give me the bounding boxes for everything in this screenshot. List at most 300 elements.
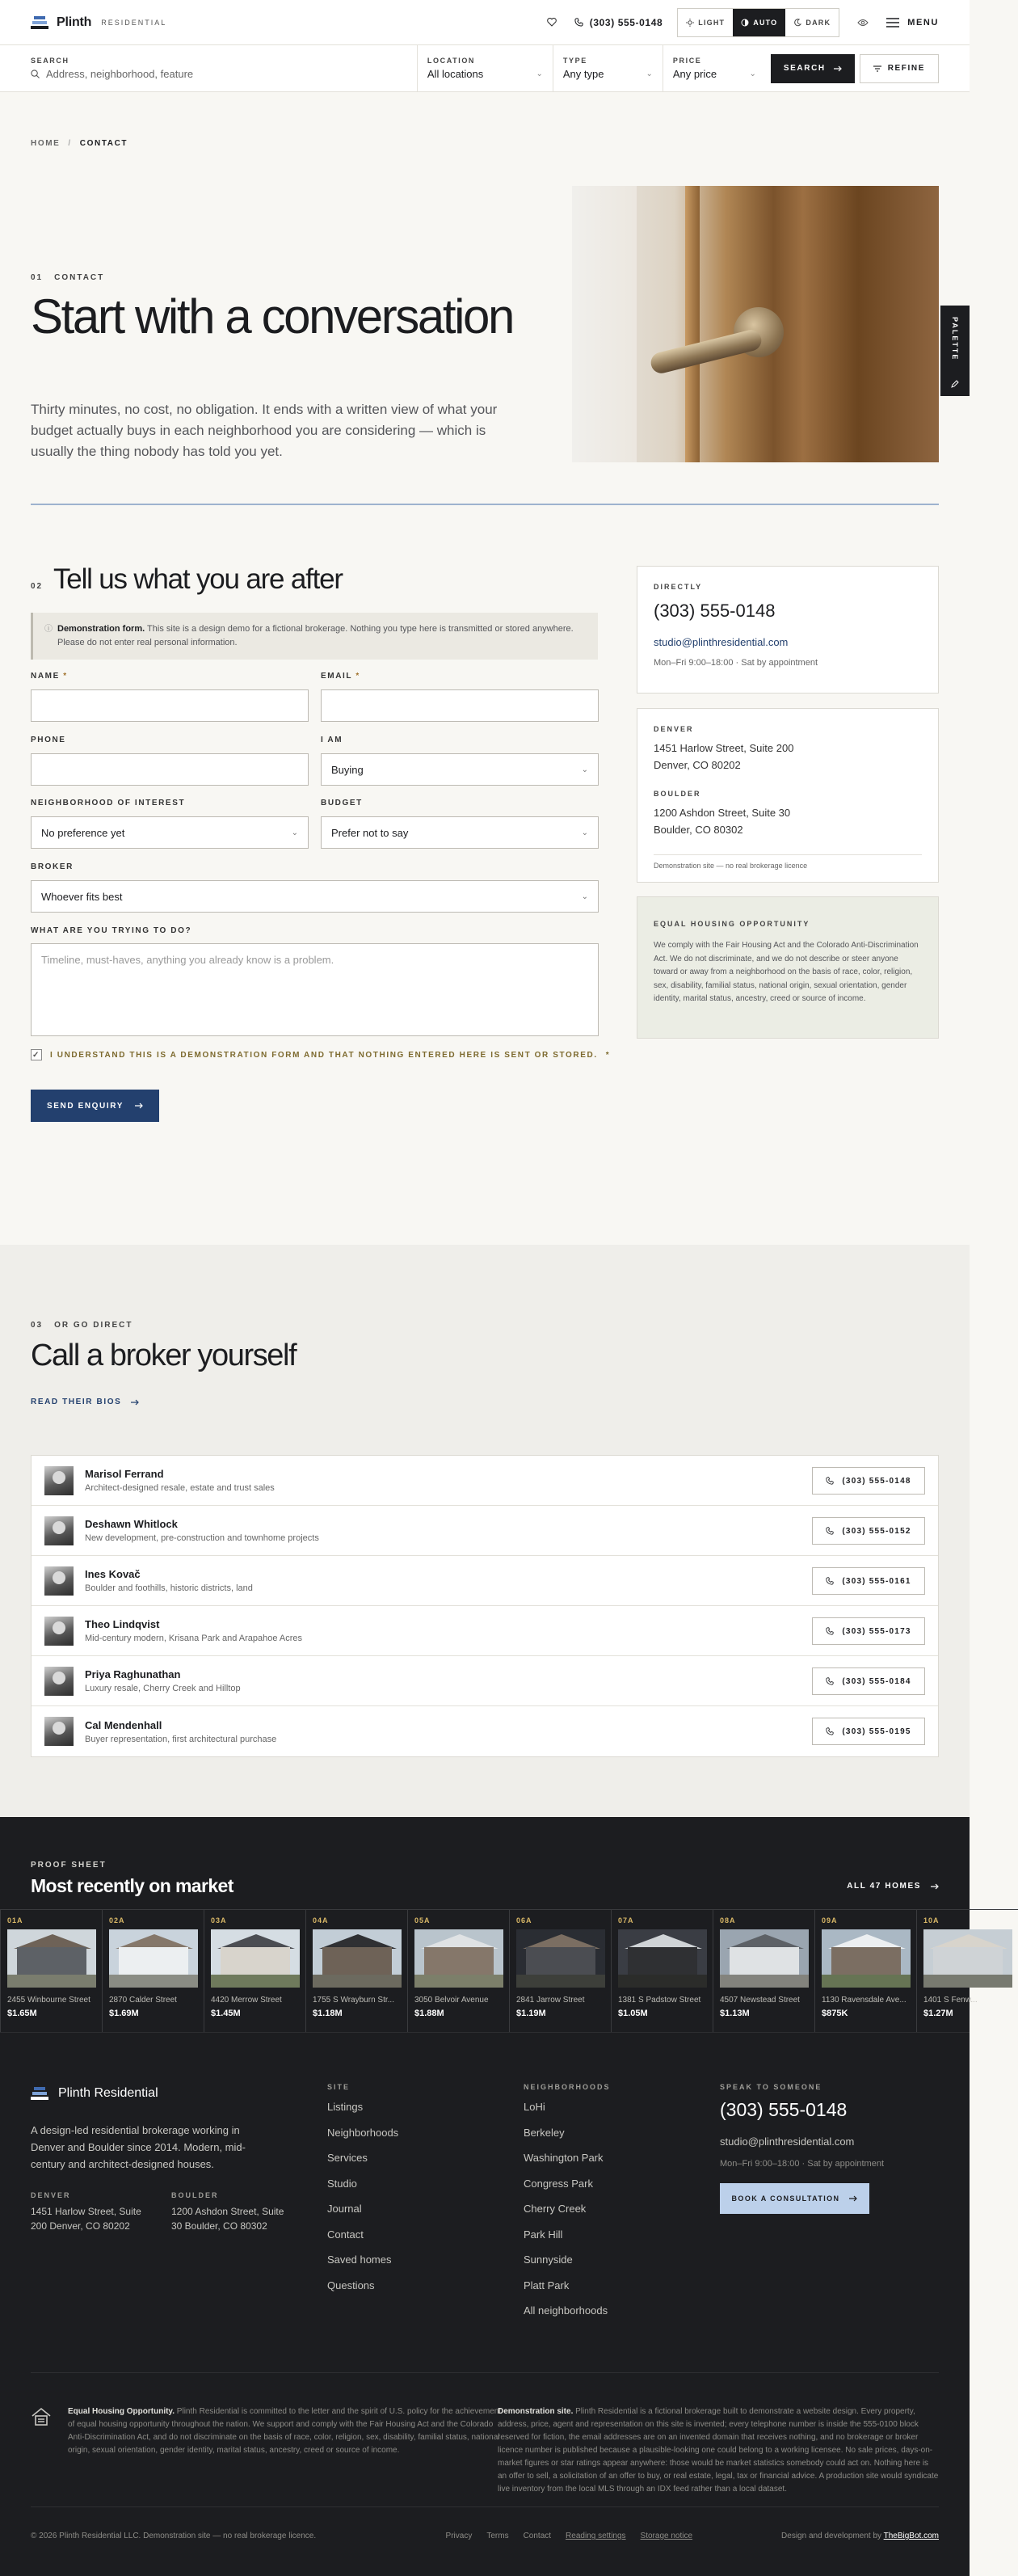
auto-theme-icon <box>741 19 749 27</box>
theme-light-button[interactable] <box>678 9 733 36</box>
footer-link-congress-park[interactable]: Congress Park <box>524 2177 593 2190</box>
footer-speak-label: SPEAK TO SOMEONE <box>720 2083 822 2091</box>
all-homes-link[interactable] <box>847 1882 939 1891</box>
equal-housing-icon <box>31 2407 52 2426</box>
theme-light-label: LIGHT <box>698 18 726 27</box>
credit-link[interactable]: TheBigBot.com <box>883 2532 939 2540</box>
brokers-eyebrow-label: OR GO DIRECT <box>54 1321 133 1330</box>
send-enquiry-button[interactable] <box>31 1090 159 1122</box>
sun-icon <box>686 19 694 27</box>
book-consultation-button[interactable] <box>720 2183 869 2214</box>
listing-card[interactable] <box>0 1909 102 2032</box>
logo-name: Plinth <box>57 15 92 29</box>
direct-label: DIRECTLY <box>654 583 703 591</box>
copyright: © 2026 Plinth Residential LLC. Demonstration site — no real brokerage licence. <box>31 2532 317 2540</box>
listing-photo <box>516 1929 605 1988</box>
phone-icon <box>826 1527 834 1535</box>
budget-select[interactable] <box>321 816 599 849</box>
listing-card[interactable] <box>204 1909 305 2032</box>
call-broker-button[interactable] <box>812 1517 925 1545</box>
reading-settings-eye-icon[interactable] <box>857 19 869 27</box>
location-value: All locations <box>427 68 484 80</box>
broker-row <box>32 1556 938 1606</box>
equal-housing-text: We comply with the Fair Housing Act and the Colorado Anti-Discrimination Act. We do not discriminate, and we do not describe or steer anyone toward or away from a neighborhood on the basis of race, color, religion, sex, disability, familial status, national origin, sexual orientation, gender identity, marital status, ancestry, creed or source of income. <box>654 941 919 1003</box>
boulder-address-line2: Boulder, CO 80302 <box>654 824 743 836</box>
proof-sheet-section <box>0 1817 978 2032</box>
eho-text: Plinth Residential is committed to the letter and the spirit of U.S. policy for the achievement of equal housing opportunity throughout the nation. We support and comply with the Fair Housing Act and the Colorado Anti-Discrimination Act, and do not discriminate on the basis of race, color, religion, sex, disability, familial status, national origin, sexual orientation, gender identity, marital status, ancestry, creed or source of income. <box>68 2407 502 2455</box>
brokers-section <box>0 1245 970 1817</box>
offices-card <box>637 708 939 883</box>
consent-checkbox[interactable]: ✓ <box>31 1049 42 1060</box>
credit <box>781 2532 939 2540</box>
proof-eyebrow: PROOF SHEET <box>31 1861 107 1870</box>
iam-select[interactable] <box>321 753 599 786</box>
goal-label: WHAT ARE YOU TRYING TO DO? <box>31 926 192 935</box>
broker-row <box>32 1606 938 1656</box>
listing-address: 1130 Ravensdale Ave... <box>822 1996 907 2005</box>
proof-title: Most recently on market <box>31 1875 233 1896</box>
type-value: Any type <box>562 68 604 80</box>
photo-house <box>730 1947 799 1975</box>
price-value: Any price <box>672 68 717 80</box>
listing-price: $1.45M <box>211 2009 241 2018</box>
hamburger-icon <box>886 18 899 27</box>
type-select[interactable] <box>553 45 663 91</box>
call-broker-button[interactable] <box>812 1718 925 1745</box>
listing-photo <box>313 1929 402 1988</box>
footer-link-lohi[interactable]: LoHi <box>524 2101 545 2113</box>
form-title: Tell us what you are after <box>53 563 343 595</box>
listing-strip <box>0 1909 1018 2032</box>
footer-brand: Plinth Residential <box>58 2086 158 2100</box>
boulder-label: BOULDER <box>654 790 701 798</box>
chevron-down-icon: ⌄ <box>646 70 653 78</box>
listing-address: 4420 Merrow Street <box>211 1996 282 2005</box>
broker-phone: (303) 555-0195 <box>842 1726 911 1736</box>
broker-phone: (303) 555-0184 <box>842 1676 911 1686</box>
chevron-down-icon: ⌄ <box>581 828 588 837</box>
breadcrumb-home[interactable]: HOME <box>31 139 61 148</box>
palette-tab[interactable] <box>940 306 970 396</box>
demonstration-statement <box>498 2405 939 2496</box>
photo-house <box>221 1947 290 1975</box>
required-mark: * <box>355 672 360 681</box>
phone-icon <box>826 1677 834 1685</box>
footer-link-cherry-creek[interactable]: Cherry Creek <box>524 2203 587 2215</box>
search-label: SEARCH <box>31 57 69 65</box>
avatar <box>44 1717 74 1746</box>
read-bios-label: READ THEIR BIOS <box>31 1398 122 1406</box>
email-field[interactable] <box>321 689 599 722</box>
palette-label: PALETTE <box>951 317 959 361</box>
listing-card[interactable] <box>509 1909 611 2032</box>
footer-link-listings[interactable]: Listings <box>327 2101 364 2113</box>
photo-ground <box>822 1975 911 1988</box>
photo-house <box>831 1947 901 1975</box>
footer-link-washington-park[interactable]: Washington Park <box>524 2152 604 2164</box>
neighborhood-value: No preference yet <box>41 826 125 839</box>
photo-ground <box>109 1975 198 1988</box>
listing-address: 1401 S Fenw... <box>923 1996 978 2005</box>
avatar <box>44 1566 74 1596</box>
broker-phone: (303) 555-0148 <box>842 1476 911 1486</box>
photo-ground <box>516 1975 605 1988</box>
footer-link-sunnyside[interactable]: Sunnyside <box>524 2253 573 2266</box>
search-input[interactable]: Address, neighborhood, feature <box>46 68 194 80</box>
listing-address: 1755 S Wrayburn Str... <box>313 1996 394 2005</box>
photo-ground <box>720 1975 809 1988</box>
listing-card[interactable] <box>305 1909 407 2032</box>
chevron-down-icon: ⌄ <box>749 70 756 78</box>
hero-eyebrow-label: CONTACT <box>54 273 105 282</box>
footer-neighborhoods-column <box>524 2083 611 2330</box>
footer-link-contact[interactable]: Contact <box>327 2228 364 2241</box>
equal-housing-statement <box>68 2405 504 2457</box>
plinth-logo-icon <box>31 16 48 29</box>
call-broker-button[interactable] <box>812 1467 925 1495</box>
phone-icon <box>574 18 583 27</box>
licence-note: Demonstration site — no real brokerage licence <box>654 854 922 870</box>
contact-link[interactable]: Contact <box>523 2532 552 2540</box>
form-eyebrow <box>31 582 43 591</box>
broker-specialty: Buyer representation, first architectural purchase <box>85 1734 277 1744</box>
broker-specialty: Boulder and foothills, historic districts, land <box>85 1583 253 1593</box>
menu-button[interactable] <box>886 18 939 27</box>
arrow-right-icon <box>135 1102 143 1109</box>
call-broker-button[interactable] <box>812 1567 925 1595</box>
phone-icon <box>826 1727 834 1735</box>
refine-button[interactable] <box>860 54 939 83</box>
broker-specialty: Luxury resale, Cherry Creek and Hilltop <box>85 1684 241 1693</box>
photo-shade <box>572 186 637 462</box>
direct-hours: Mon–Fri 9:00–18:00 · Sat by appointment <box>654 658 818 668</box>
listing-price: $875K <box>822 2009 848 2018</box>
photo-house <box>424 1947 494 1975</box>
listing-photo <box>7 1929 96 1988</box>
iam-label: I AM <box>321 736 343 744</box>
listing-address: 2870 Calder Street <box>109 1996 177 2005</box>
footer-site-label: SITE <box>327 2083 351 2091</box>
refine-button-label: REFINE <box>887 64 925 73</box>
hero-divider <box>31 504 939 505</box>
avatar <box>44 1617 74 1646</box>
avatar <box>44 1466 74 1495</box>
footer-neighborhoods-label: NEIGHBORHOODS <box>524 2083 611 2091</box>
filter-icon <box>873 65 881 72</box>
phone-field[interactable] <box>31 753 309 786</box>
logo-sub: RESIDENTIAL <box>101 18 167 27</box>
demo-site-bold: Demonstration site. <box>498 2407 574 2416</box>
footer-link-platt-park[interactable]: Platt Park <box>524 2279 570 2291</box>
reading-settings-link[interactable]: Reading settings <box>566 2532 626 2540</box>
photo-house <box>17 1947 86 1975</box>
listing-address: 3050 Belvoir Avenue <box>414 1996 489 2005</box>
photo-ground <box>7 1975 96 1988</box>
footer-about: A design-led residential brokerage working in Denver and Boulder since 2014. Modern, mid-century and architect-designed houses. <box>31 2124 246 2170</box>
photo-ground <box>211 1975 300 1988</box>
avatar <box>44 1516 74 1545</box>
phone-icon <box>826 1477 834 1485</box>
broker-name: Theo Lindqvist <box>85 1618 160 1630</box>
listing-photo <box>720 1929 809 1988</box>
phone-icon <box>826 1577 834 1585</box>
breadcrumb-separator: / <box>68 139 72 148</box>
brokers-num: 03 <box>31 1321 44 1330</box>
brokers-eyebrow <box>31 1321 133 1330</box>
footer-boulder-label: BOULDER <box>171 2191 219 2199</box>
boulder-address-line1: 1200 Ashdon Street, Suite 30 <box>654 807 791 819</box>
boulder-address <box>654 804 922 838</box>
demo-form-notice <box>31 613 598 660</box>
email-label-text: EMAIL <box>321 672 352 681</box>
listing-address: 1381 S Padstow Street <box>618 1996 701 2005</box>
photo-house <box>933 1947 1003 1975</box>
theme-auto-button[interactable] <box>733 9 785 36</box>
chevron-down-icon: ⌄ <box>581 892 588 901</box>
footer-denver-label: DENVER <box>31 2191 71 2199</box>
broker-specialty: Architect-designed resale, estate and trust sales <box>85 1483 275 1493</box>
theme-dark-label: DARK <box>806 18 831 27</box>
read-bios-link[interactable] <box>31 1398 139 1406</box>
consent-row <box>31 1049 610 1060</box>
info-icon: ⓘ <box>44 625 53 634</box>
listing-card[interactable] <box>916 1909 1018 2032</box>
listing-address: 4507 Newstead Street <box>720 1996 800 2005</box>
broker-select[interactable] <box>31 880 599 913</box>
broker-name: Priya Raghunathan <box>85 1668 181 1680</box>
hero-num: 01 <box>31 273 44 282</box>
footer-legal <box>31 2372 939 2494</box>
consent-label[interactable]: I UNDERSTAND THIS IS A DEMONSTRATION FORM AND THAT NOTHING ENTERED HERE IS SENT OR STORED. <box>50 1050 598 1060</box>
listing-lot: 02A <box>109 1916 125 1925</box>
listing-photo <box>618 1929 707 1988</box>
broker-row <box>32 1506 938 1556</box>
broker-label: BROKER <box>31 862 74 871</box>
phone-icon <box>826 1627 834 1635</box>
direct-email[interactable]: studio@plinthresidential.com <box>654 636 789 648</box>
equal-housing-card <box>637 896 939 1039</box>
footer-link-all-neighborhoods[interactable]: All neighborhoods <box>524 2304 608 2317</box>
listing-photo <box>822 1929 911 1988</box>
photo-house <box>119 1947 188 1975</box>
photo-ground <box>414 1975 503 1988</box>
listing-lot: 05A <box>414 1916 431 1925</box>
demo-site-text: Plinth Residential is a fictional brokerage built to demonstrate a website design. Every property, address, price, agent and representation on this site is invented; every telephone number is inside the 555-0100 block reserved for fiction, the email addresses are on an invented domain that receives nothing, and no brokerage or broker licence number is published because a plausible-looking one could belong to a working licensee. No sale prices, days-on-market figures or star ratings appear anywhere: those would be market statistics somebody could act on. Nothing here is an offer to sell, a solicitation of an offer to buy, or real estate, legal, tax or financial advice. A production site would syndicate live inventory from the local MLS through an IDX feed rather than a local dataset. <box>498 2407 939 2494</box>
footer-bottom-bar <box>31 2506 939 2540</box>
goal-textarea[interactable]: Timeline, must-haves, anything you already know is a problem. <box>31 943 599 1036</box>
send-label: SEND ENQUIRY <box>47 1101 124 1111</box>
footer-phone[interactable]: (303) 555-0148 <box>720 2099 848 2120</box>
listing-address: 2455 Winbourne Street <box>7 1996 90 2005</box>
footer-speak-column <box>720 2083 884 2214</box>
photo-house <box>322 1947 392 1975</box>
search-bar <box>0 45 970 92</box>
required-mark: * <box>63 672 68 681</box>
listing-price: $1.18M <box>313 2009 343 2018</box>
theme-dark-button[interactable] <box>785 9 839 36</box>
neighborhood-select[interactable] <box>31 816 309 849</box>
broker-name: Deshawn Whitlock <box>85 1518 178 1530</box>
chevron-down-icon: ⌄ <box>536 70 543 78</box>
call-broker-button[interactable] <box>812 1617 925 1645</box>
header-phone-link[interactable] <box>574 17 663 28</box>
listing-price: $1.69M <box>109 2009 139 2018</box>
broker-row <box>32 1456 938 1506</box>
phone-label: PHONE <box>31 736 66 744</box>
footer-link-saved-homes[interactable]: Saved homes <box>327 2253 392 2266</box>
photo-ground <box>618 1975 707 1988</box>
broker-name: Cal Mendenhall <box>85 1718 162 1731</box>
handle-lever <box>649 327 764 375</box>
direct-phone[interactable]: (303) 555-0148 <box>654 601 776 621</box>
demo-note-bold: Demonstration form. <box>57 624 145 634</box>
location-label: LOCATION <box>427 57 476 65</box>
page-title: Start with a conversation <box>31 289 513 344</box>
site-footer <box>0 2032 970 2576</box>
listing-lot: 07A <box>618 1916 634 1925</box>
listing-card[interactable] <box>611 1909 713 2032</box>
call-broker-button[interactable] <box>812 1667 925 1695</box>
chevron-down-icon: ⌄ <box>581 765 588 774</box>
broker-phone: (303) 555-0173 <box>842 1626 911 1636</box>
name-label <box>31 672 68 681</box>
brokers-title: Call a broker yourself <box>31 1339 297 1372</box>
footer-email[interactable]: studio@plinthresidential.com <box>720 2135 855 2148</box>
email-label <box>321 672 360 681</box>
all-homes-label: ALL 47 HOMES <box>847 1882 921 1891</box>
listing-price: $1.65M <box>7 2009 37 2018</box>
type-label: TYPE <box>562 57 587 65</box>
arrow-right-icon <box>834 65 842 72</box>
photo-ground <box>313 1975 402 1988</box>
denver-address-line1: 1451 Harlow Street, Suite 200 <box>654 742 794 754</box>
footer-link-questions[interactable]: Questions <box>327 2279 375 2291</box>
hero-eyebrow <box>31 273 104 282</box>
listing-card[interactable] <box>102 1909 204 2032</box>
arrow-right-icon <box>131 1398 139 1406</box>
arrow-right-icon <box>849 2195 857 2202</box>
footer-link-services[interactable]: Services <box>327 2152 368 2164</box>
listing-photo <box>109 1929 198 1988</box>
book-label: BOOK A CONSULTATION <box>731 2194 840 2203</box>
demo-note-text: This site is a design demo for a fictional brokerage. Nothing you type here is transmitted or stored anywhere. Please do not enter real personal information. <box>57 624 574 647</box>
listing-address: 2841 Jarrow Street <box>516 1996 585 2005</box>
avatar <box>44 1667 74 1696</box>
broker-phone: (303) 555-0161 <box>842 1576 911 1586</box>
privacy-link[interactable]: Privacy <box>445 2532 473 2540</box>
denver-address <box>654 740 922 774</box>
listing-price: $1.13M <box>720 2009 750 2018</box>
required-mark: * <box>605 1050 611 1060</box>
listing-photo <box>923 1929 1012 1988</box>
listing-card[interactable] <box>814 1909 916 2032</box>
listing-lot: 01A <box>7 1916 23 1925</box>
footer-link-neighborhoods[interactable]: Neighborhoods <box>327 2126 399 2139</box>
search-button[interactable] <box>771 54 855 83</box>
footer-logo[interactable] <box>31 2086 158 2101</box>
name-label-text: NAME <box>31 672 60 681</box>
plinth-logo-icon <box>31 2087 48 2100</box>
equal-housing-label: EQUAL HOUSING OPPORTUNITY <box>654 920 810 928</box>
neighborhood-label: NEIGHBORHOOD OF INTEREST <box>31 799 186 807</box>
price-select[interactable] <box>663 45 766 91</box>
arrow-right-icon <box>931 1882 939 1891</box>
footer-link-park-hill[interactable]: Park Hill <box>524 2228 563 2241</box>
price-label: PRICE <box>672 57 702 65</box>
menu-label: MENU <box>907 17 939 27</box>
budget-label: BUDGET <box>321 799 363 807</box>
breadcrumb-current: CONTACT <box>79 139 128 148</box>
listing-photo <box>211 1929 300 1988</box>
location-select[interactable] <box>417 45 553 91</box>
broker-specialty: Mid-century modern, Krisana Park and Arapahoe Acres <box>85 1634 303 1643</box>
footer-denver-address: 1451 Harlow Street, Suite 200 Denver, CO 80202 <box>31 2206 141 2232</box>
listing-lot: 06A <box>516 1916 532 1925</box>
budget-value: Prefer not to say <box>331 826 409 839</box>
name-field[interactable] <box>31 689 309 722</box>
photo-ground <box>923 1975 1012 1988</box>
broker-name: Ines Kovač <box>85 1568 141 1580</box>
broker-row <box>32 1656 938 1706</box>
header-phone: (303) 555-0148 <box>589 16 663 28</box>
footer-site-column <box>327 2083 398 2304</box>
listing-lot: 09A <box>822 1916 838 1925</box>
listing-photo <box>414 1929 503 1988</box>
moon-icon <box>793 19 801 27</box>
breadcrumb <box>31 139 128 148</box>
listing-card[interactable] <box>713 1909 814 2032</box>
search-icon <box>31 70 40 78</box>
door-handle-photo <box>572 186 939 462</box>
broker-name: Marisol Ferrand <box>85 1468 164 1480</box>
listing-lot: 04A <box>313 1916 329 1925</box>
top-bar <box>0 0 970 45</box>
door-edge <box>685 186 700 462</box>
terms-link[interactable]: Terms <box>486 2532 509 2540</box>
saved-heart-icon[interactable] <box>547 18 557 27</box>
logo[interactable] <box>31 15 166 30</box>
footer-link-studio[interactable]: Studio <box>327 2177 357 2190</box>
photo-house <box>628 1947 697 1975</box>
iam-value: Buying <box>331 763 364 776</box>
footer-boulder-address: 1200 Ashdon Street, Suite 30 Boulder, CO 80302 <box>171 2206 284 2232</box>
listing-lot: 10A <box>923 1916 940 1925</box>
footer-link-journal[interactable]: Journal <box>327 2203 362 2215</box>
eho-bold: Equal Housing Opportunity. <box>68 2407 175 2416</box>
denver-address-line2: Denver, CO 80202 <box>654 759 741 771</box>
photo-house <box>526 1947 595 1975</box>
listing-price: $1.05M <box>618 2009 648 2018</box>
theme-auto-label: AUTO <box>753 18 778 27</box>
direct-contact-card <box>637 566 939 694</box>
storage-notice-link[interactable]: Storage notice <box>640 2532 693 2540</box>
denver-label: DENVER <box>654 725 694 733</box>
footer-link-berkeley[interactable]: Berkeley <box>524 2126 565 2139</box>
listing-price: $1.88M <box>414 2009 444 2018</box>
listing-card[interactable] <box>407 1909 509 2032</box>
search-field[interactable] <box>31 45 417 91</box>
broker-list <box>31 1455 939 1757</box>
theme-switcher <box>677 8 839 37</box>
listing-lot: 03A <box>211 1916 227 1925</box>
search-button-label: SEARCH <box>783 64 826 73</box>
listing-price: $1.19M <box>516 2009 546 2018</box>
legal-links <box>446 2532 693 2540</box>
form-num: 02 <box>31 582 44 591</box>
broker-value: Whoever fits best <box>41 890 123 903</box>
listing-price: $1.27M <box>923 2009 953 2018</box>
chevron-down-icon: ⌄ <box>291 828 298 837</box>
